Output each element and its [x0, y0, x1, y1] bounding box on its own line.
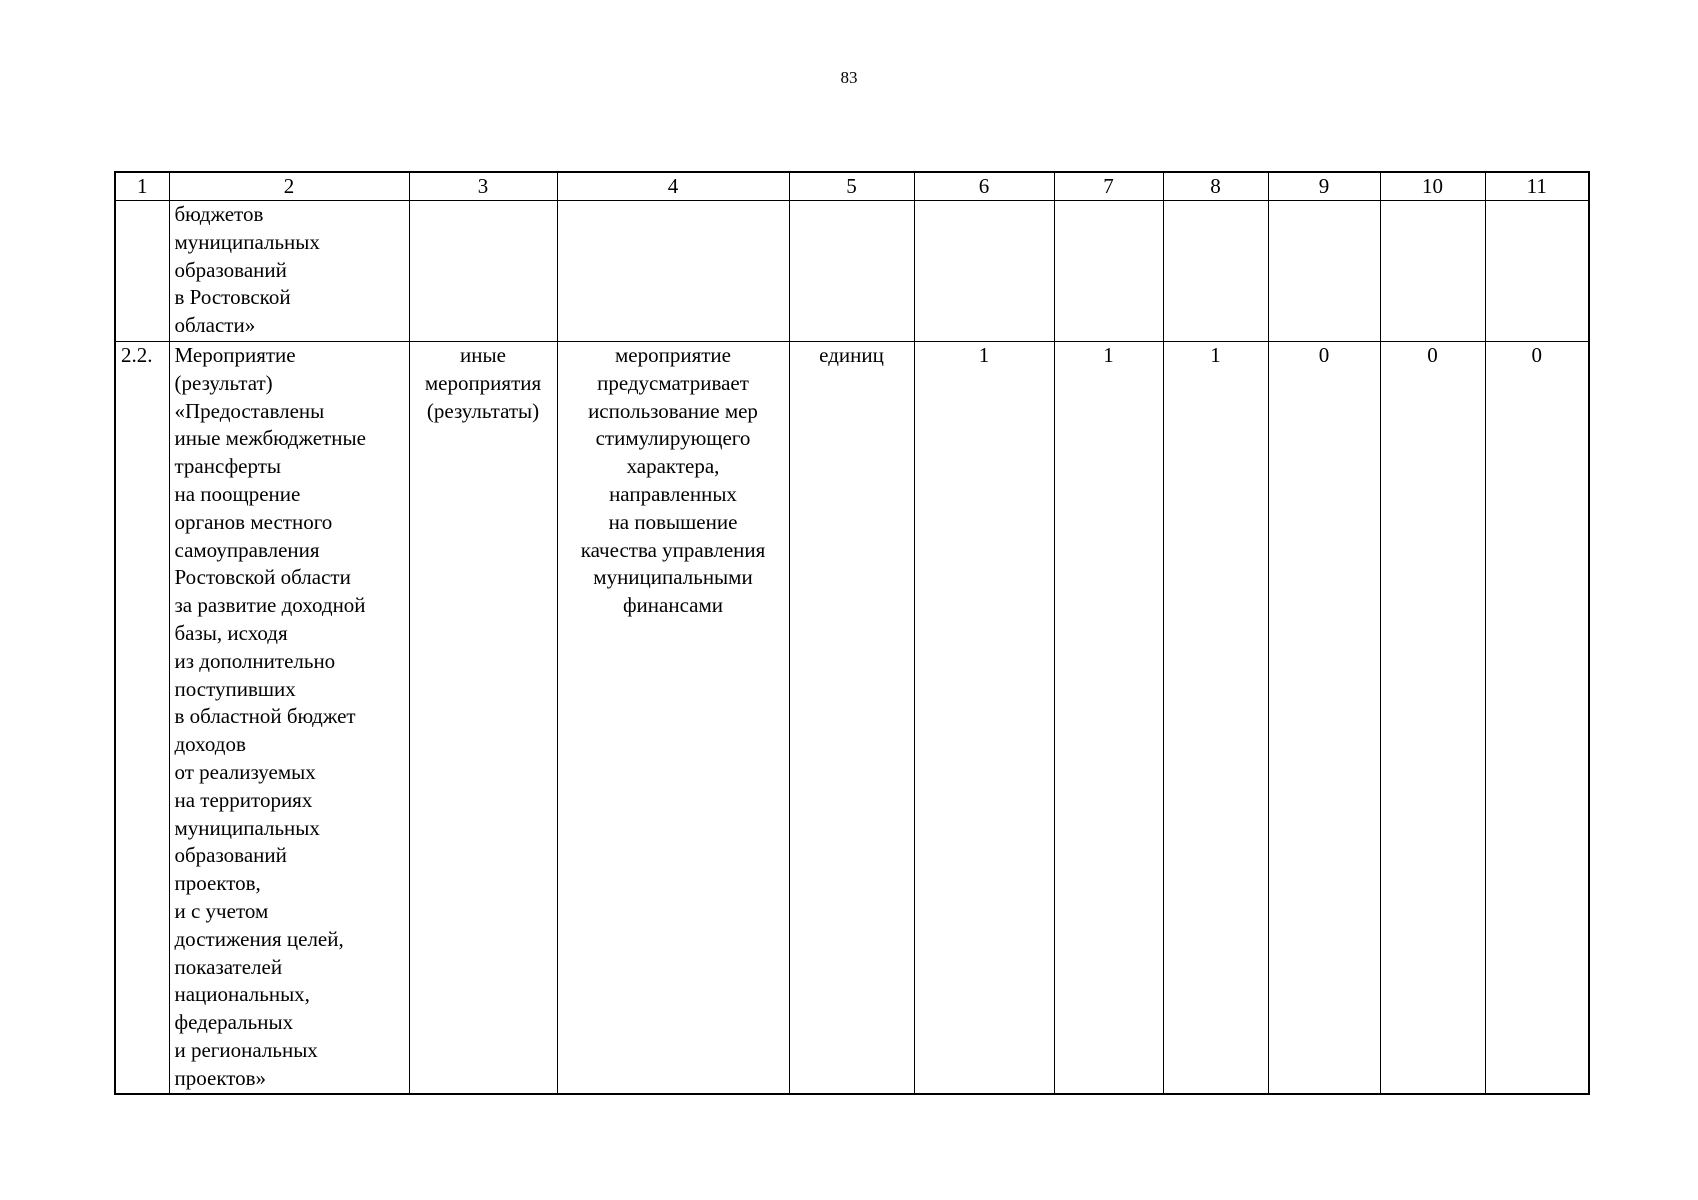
- empty-cell: [557, 201, 789, 342]
- table-row-2-2: [115, 342, 1589, 1094]
- value-cell: 0: [1380, 342, 1485, 1094]
- table-header-row: [115, 172, 1589, 201]
- unit-cell: единиц: [789, 342, 914, 1094]
- header-cell: 10: [1380, 172, 1485, 201]
- empty-cell: [1268, 201, 1380, 342]
- value-cell: 0: [1485, 342, 1589, 1094]
- header-cell: 6: [914, 172, 1054, 201]
- empty-cell: [1054, 201, 1163, 342]
- table-row-continuation: [115, 201, 1589, 342]
- description-cell: мероприятие предусматривает использование мер стимулирующего характера, направленных на повышение качества управления муниципальными финансами: [557, 342, 789, 1094]
- name-cell: Мероприятие (результат) «Предоставлены иные межбюджетные трансферты на поощрение органов местного самоуправления Ростовской области за развитие доходной базы, исходя из дополнительно поступивших в областной бюджет доходов от реализуемых на территориях муниципальных образований проектов, и с учетом достижения целей, показателей национальных, федеральных и региональных проектов»: [169, 342, 409, 1094]
- document-table: [114, 171, 1590, 1095]
- header-cell: 1: [115, 172, 169, 201]
- header-cell: 9: [1268, 172, 1380, 201]
- name-cell: бюджетов муниципальных образований в Ростовской области»: [169, 201, 409, 342]
- value-cell: 1: [1054, 342, 1163, 1094]
- page-number: 83: [840, 68, 858, 87]
- row-number-cell: [115, 201, 169, 342]
- header-cell: 4: [557, 172, 789, 201]
- type-cell: иные мероприятия (результаты): [409, 342, 557, 1094]
- header-cell: 2: [169, 172, 409, 201]
- empty-cell: [1380, 201, 1485, 342]
- empty-cell: [1163, 201, 1268, 342]
- empty-cell: [914, 201, 1054, 342]
- header-cell: 7: [1054, 172, 1163, 201]
- value-cell: 0: [1268, 342, 1380, 1094]
- empty-cell: [1485, 201, 1589, 342]
- row-number-cell: 2.2.: [115, 342, 169, 1094]
- header-cell: 5: [789, 172, 914, 201]
- header-cell: 8: [1163, 172, 1268, 201]
- empty-cell: [789, 201, 914, 342]
- value-cell: 1: [1163, 342, 1268, 1094]
- header-cell: 11: [1485, 172, 1589, 201]
- value-cell: 1: [914, 342, 1054, 1094]
- empty-cell: [409, 201, 557, 342]
- header-cell: 3: [409, 172, 557, 201]
